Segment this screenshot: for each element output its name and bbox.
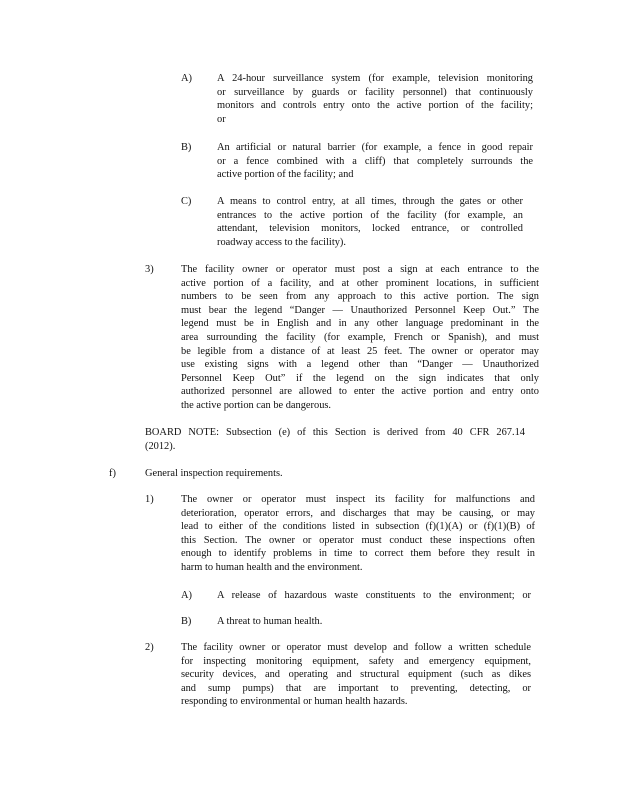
- text-line: A 24-hour surveillance system (for example, television monitoring: [217, 73, 533, 84]
- text-line: monitors and controls entry onto the active portion of the facility;: [217, 100, 533, 112]
- text-line: or: [217, 113, 226, 125]
- item-f-heading: General inspection requirements.: [145, 468, 283, 479]
- item-f-label: f): [109, 468, 116, 479]
- text-line: active portion of the facility; and: [217, 169, 354, 181]
- item-3-text: [181, 263, 539, 413]
- text-line: An artificial or natural barrier (for example, a fence in good repair: [217, 142, 533, 153]
- item-a-label: A): [181, 73, 192, 84]
- text-line: numbers to be seen from any approach to this active portion. The sign: [181, 291, 539, 303]
- text-line: Personnel Keep Out” if the legend on the sign indicates that only: [181, 372, 539, 384]
- item-f1a-label: A): [181, 590, 192, 601]
- text-line: The owner or operator must inspect its facility for malfunctions and: [181, 494, 535, 505]
- text-line: be legible from a distance of at least 25 feet. The owner or operator may: [181, 345, 539, 357]
- item-f2-label: 2): [145, 642, 154, 653]
- text-line: the active portion can be dangerous.: [181, 399, 332, 411]
- text-line: The facility owner or operator must develop and follow a written schedule: [181, 642, 531, 653]
- text-line: deterioration, operator errors, and discharges that may be causing, or may: [181, 507, 535, 519]
- item-c-label: C): [181, 196, 192, 207]
- item-f2-text: [181, 641, 531, 709]
- text-line: for inspecting monitoring equipment, safety and emergency equipment,: [181, 655, 531, 667]
- text-line: roadway access to the facility).: [217, 236, 346, 248]
- item-b-label: B): [181, 142, 192, 153]
- text-line: must bear the legend “Danger — Unauthorized Personnel Keep Out.” The: [181, 304, 539, 316]
- text-line: harm to human health and the environment.: [181, 561, 363, 573]
- text-line: entrances to the active portion of the facility (for example, an: [217, 209, 523, 221]
- item-b-text: [217, 141, 533, 182]
- text-line: security devices, and operating and structural equipment (such as dikes: [181, 669, 531, 681]
- text-line: authorized personnel are allowed to enter the active portion and entry onto: [181, 386, 539, 398]
- item-f1a-text: [217, 589, 531, 603]
- text-line: BOARD NOTE: Subsection (e) of this Section is derived from 40 CFR 267.14: [145, 427, 525, 438]
- text-line: responding to environmental or human health hazards.: [181, 696, 408, 708]
- item-3-label: 3): [145, 264, 154, 275]
- text-line: and sump pumps) that are important to preventing, detecting, or: [181, 682, 531, 694]
- text-line: legend must be in English and in any other language predominant in the: [181, 318, 539, 330]
- text-line: A means to control entry, at all times, through the gates or other: [217, 196, 523, 207]
- item-f1b-label: B): [181, 616, 192, 627]
- item-f1-label: 1): [145, 494, 154, 505]
- text-line: area surrounding the facility (for example, French or Spanish), and must: [181, 331, 539, 343]
- text-line: lead to either of the conditions listed in subsection (f)(1)(A) or (f)(1)(B) of: [181, 521, 535, 533]
- text-line: active portion of a facility, and at other prominent locations, in sufficient: [181, 277, 539, 289]
- item-f1-text: [181, 493, 535, 575]
- text-line: or surveillance by guards or facility personnel) that continuously: [217, 86, 533, 98]
- text-line: enough to identify problems in time to correct them before they result in: [181, 548, 535, 560]
- item-f1b-text: A threat to human health.: [217, 616, 323, 627]
- text-line: The facility owner or operator must post a sign at each entrance to the: [181, 264, 539, 275]
- text-line: use existing signs with a legend other than “Danger — Unauthorized: [181, 359, 539, 371]
- item-c-text: [217, 195, 523, 249]
- text-line: or a fence combined with a cliff) that completely surrounds the: [217, 155, 533, 167]
- text-line: (2012).: [145, 440, 176, 452]
- text-line: A release of hazardous waste constituents to the environment; or: [217, 590, 531, 601]
- board-note: [145, 426, 525, 453]
- item-a-text: [217, 72, 533, 126]
- text-line: attendant, television monitors, locked entrance, or controlled: [217, 223, 523, 235]
- text-line: this Section. The owner or operator must conduct these inspections often: [181, 534, 535, 546]
